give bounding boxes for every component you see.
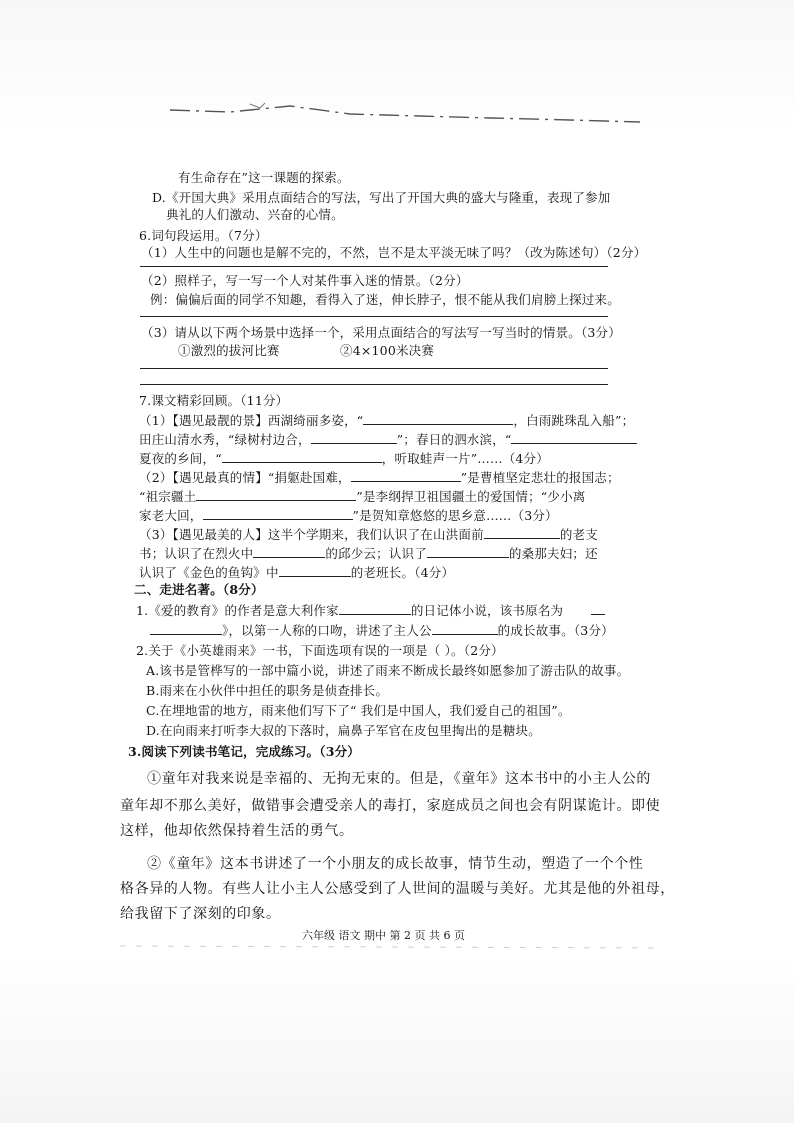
note1-line2: 童年却不那么美好，做错事会遭受亲人的毒打，家庭成员之间也会有阴谋诡计。即使: [120, 798, 661, 814]
blank-laobanzhang[interactable]: [279, 564, 351, 577]
page-footer: 六年级 语文 期中 第 2 页 共 6 页: [302, 929, 465, 942]
blank-chunri[interactable]: [511, 431, 637, 444]
note2-line1: ②《童年》这本书讲述了一个小朋友的成长故事，情节生动，塑造了一个个性: [147, 856, 644, 872]
q5-option-d-line2: 典礼的人们激动、兴奋的心情。: [166, 207, 344, 222]
q5-c-continuation: 有生命存在”这一课题的探索。: [178, 170, 350, 185]
note2-line3: 给我留下了深刻的印象。: [120, 906, 281, 922]
s2-q3: 3.阅读下列读书笔记，完成练习。（3分）: [128, 744, 360, 759]
s2-q2-option-b: B.雨来在小伙伴中担任的职务是侦查排长。: [146, 683, 389, 698]
q7-p1-line2: 田庄山清水秀，“绿树村边合， ”；春日的泗水滨，“: [139, 431, 637, 448]
q6-option-1: ①激烈的拔河比赛: [178, 343, 280, 358]
blank-original-name-start[interactable]: [591, 602, 605, 615]
q6-answer-line-3[interactable]: [140, 368, 608, 369]
q7-p2-line3: 家老大回， ”是贺知章悠悠的思乡意……（3分）: [139, 508, 558, 523]
note1-line1: ①童年对我来说是幸福的、无拘无束的。但是，《童年》这本书中的小主人公的: [147, 771, 651, 787]
q7-p3-line2: 书；认识了在烈火中 的邱少云；认识了 的桑那夫妇；还: [139, 546, 598, 561]
q6-sub1: （1）人生中的问题也是解不完的，不然，岂不是太平淡无味了吗？（改为陈述句）（2分）: [141, 245, 647, 260]
blank-laozhishu[interactable]: [484, 526, 560, 539]
section2-title: 二、走进名著。（8分）: [134, 582, 264, 597]
q6-sub3: （3）请从以下两个场景中选择一个，采用点面结合的写法写一写当时的情景。（3分）: [141, 325, 621, 340]
q6-answer-line-1[interactable]: [140, 266, 608, 267]
q7-p3-line3: 认识了《金色的鱼钩》中 的老班长。（4分）: [139, 565, 455, 580]
blank-qiushaoyun[interactable]: [253, 545, 325, 558]
q6-sub2: （2）照样子，写一写一个人对某件事入迷的情景。（2分）: [141, 273, 469, 288]
s2-q2-option-c: C.在埋地雷的地方，雨来他们写下了“ 我们是中国人，我们爱自己的祖国”。: [146, 703, 571, 718]
blank-xiaye[interactable]: [222, 450, 382, 463]
q7-p2-line2: “祖宗疆土 ”是李纲捍卫祖国疆土的爱国情；“少小离: [139, 489, 586, 504]
blank-protagonist[interactable]: [432, 622, 498, 635]
q6-answer-line-4[interactable]: [140, 384, 608, 385]
note1-line3: 这样，他却依然保持着生活的勇气。: [120, 823, 354, 839]
blank-original-name[interactable]: [150, 622, 222, 635]
q7-p2-line1: （2）【遇见最真的情】“捐躯赴国难， ”是曹植坚定悲壮的报国志；: [139, 470, 620, 485]
scan-artifact-top: [170, 102, 640, 132]
q7-p1-line3: 夏夜的乡间，“ ，听取蛙声一片”……（4分）: [139, 451, 549, 466]
scan-artifact-bottom: [120, 940, 660, 954]
note2-line2: 格各异的人物。有些人让小主人公感受到了人世间的温暖与美好。尤其是他的外祖母，: [120, 881, 675, 897]
blank-hezhizhang[interactable]: [203, 507, 353, 520]
q7-p1-line1: （1）【遇见最靓的景】西湖绮丽多姿，“ ，白雨跳珠乱入船”；: [139, 413, 635, 428]
s2-q2: 2.关于《小英雄雨来》一书，下面选项有误的一项是（ ）。（2分）: [136, 643, 504, 658]
blank-sangna[interactable]: [427, 545, 509, 558]
s2-q1-line2: 》，以第一人称的口吻，讲述了主人公 的成长故事。（3分）: [150, 622, 614, 639]
blank-author[interactable]: [339, 602, 411, 615]
q6-title: 6.词句段运用。（7分）: [139, 228, 268, 243]
q7-p3-line1: （3）【遇见最美的人】这半个学期来，我们认识了在山洪面前 的老支: [139, 527, 598, 542]
q6-option-2: ②4×100米决赛: [340, 343, 435, 358]
s2-q2-option-d: D.在向雨来打听李大叔的下落时，扁鼻子军官在皮包里掏出的是糖块。: [146, 723, 541, 738]
q6-sub2-example: 例：偏偏后面的同学不知趣，看得入了迷，伸长脖子，恨不能从我们肩膀上探过来。: [150, 292, 620, 307]
blank-caozhi[interactable]: [351, 469, 461, 482]
blank-qingshan[interactable]: [311, 431, 397, 444]
s2-q2-option-a: A.该书是管桦写的一部中篇小说，讲述了雨来不断成长最终如愿参加了游击队的故事。: [146, 663, 630, 678]
q7-title: 7.课文精彩回顾。（11分）: [139, 393, 289, 408]
blank-ligang[interactable]: [196, 488, 356, 501]
blank-xihu[interactable]: [363, 412, 513, 425]
q6-answer-line-2[interactable]: [140, 316, 608, 317]
s2-q1-line1: 1.《爱的教育》的作者是意大利作家 的日记体小说，该书原名为: [136, 602, 605, 619]
q5-option-d-line1: D.《开国大典》采用点面结合的写法，写出了开国大典的盛大与隆重，表现了参加: [152, 190, 611, 205]
